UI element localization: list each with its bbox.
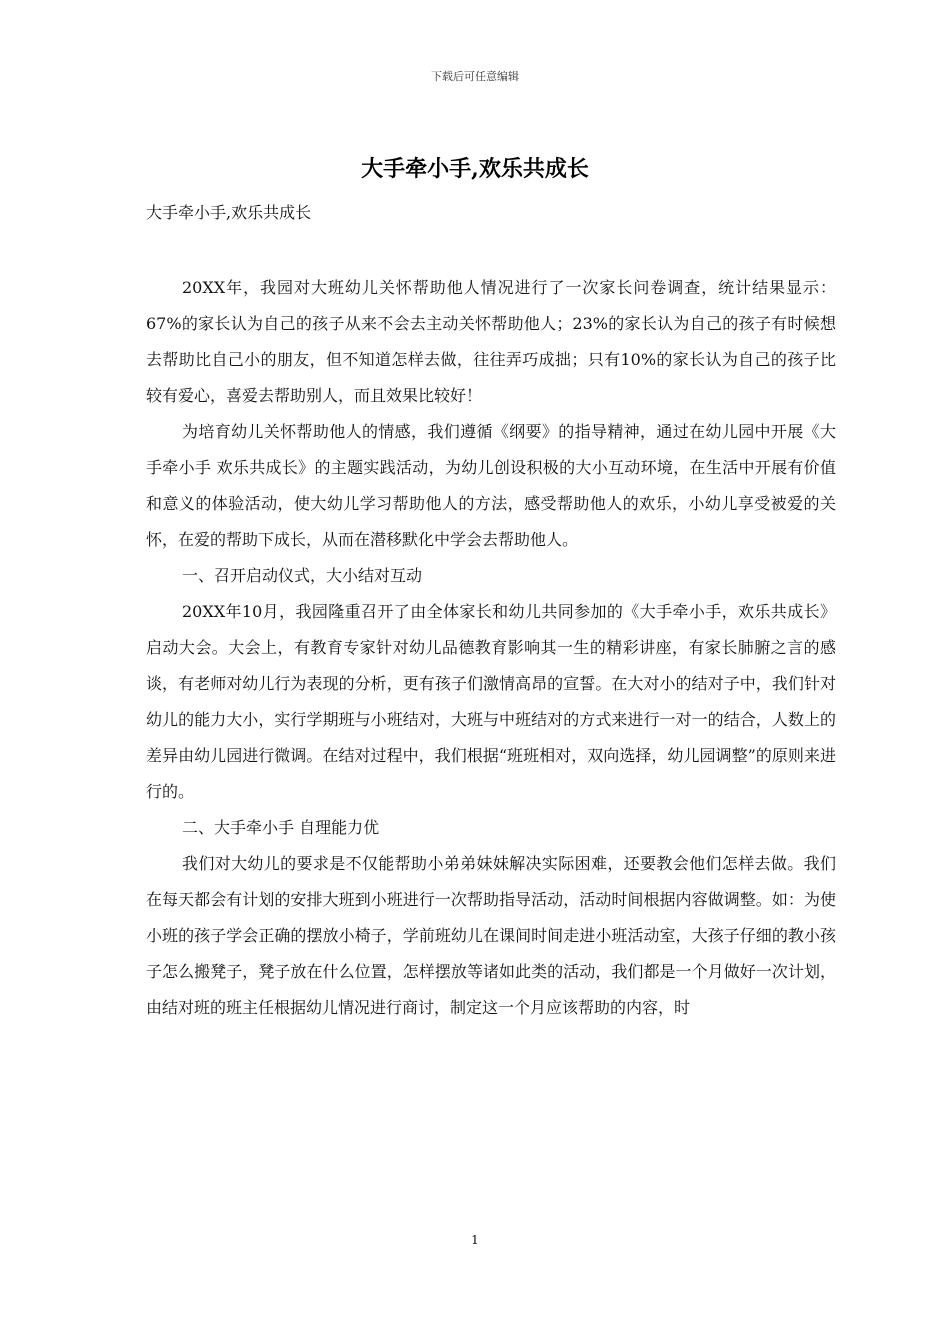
paragraph-survey: 20XX年，我园对大班幼儿关怀帮助他人情况进行了一次家长问卷调查，统计结果显示：67%的家长认为自己的孩子从来不会去主动关怀帮助他人；23%的家长认为自己的孩子有时候想去帮助比自己小的朋友，但不知道怎样去做，往往弄巧成拙；只有10%的家长认为自己的孩子比较有爱心，喜爱去帮助别人，而且效果比较好！ [146, 278, 836, 405]
document-subtitle: 大手牵小手,欢乐共成长 [146, 203, 312, 222]
page-number: 1 [471, 1233, 479, 1247]
paragraph-launch: 20XX年10月，我园隆重召开了由全体家长和幼儿共同参加的《大手牵小手，欢乐共成长》启动大会。大会上，有教育专家针对幼儿品德教育影响其一生的精彩讲座，有家长肺腑之言的感谈，有老师对幼儿行为表现的分析，更有孩子们激情高昂的宣誓。在大对小的结对子中，我们针对幼儿的能力大小，实行学期班与小班结对，大班与中班结对的方式来进行一对一的结合，人数上的差异由幼儿园进行微调。在结对过程中，我们根据“班班相对，双向选择，幼儿园调整”的原则来进行的。 [146, 602, 836, 801]
paragraph-self-care: 我们对大幼儿的要求是不仅能帮助小弟弟妹妹解决实际困难，还要教会他们怎样去做。我们在每天都会有计划的安排大班到小班进行一次帮助指导活动，活动时间根据内容做调整。如：为使小班的孩子学会正确的摆放小椅子，学前班幼儿在课间时间走进小班活动室，大孩子仔细的教小孩子怎么搬凳子，凳子放在什么位置，怎样摆放等诸如此类的活动，我们都是一个月做好一次计划，由结对班的班主任根据幼儿情况进行商讨，制定这一个月应该帮助的内容，时 [146, 854, 836, 1017]
document-title: 大手牵小手,欢乐共成长 [361, 156, 589, 182]
document-body [146, 270, 836, 1026]
section-heading-2: 二、大手牵小手 自理能力优 [182, 818, 380, 837]
header-note: 下载后可任意编辑 [431, 70, 519, 83]
section-heading-1: 一、召开启动仪式，大小结对互动 [182, 566, 423, 585]
paragraph-purpose: 为培育幼儿关怀帮助他人的情感，我们遵循《纲要》的指导精神，通过在幼儿园中开展《大手牵小手 欢乐共成长》的主题实践活动，为幼儿创设积极的大小互动环境，在生活中开展有价值和意义的体验活动，使大幼儿学习帮助他人的方法，感受帮助他人的欢乐，小幼儿享受被爱的关怀，在爱的帮助下成长，从而在潜移默化中学会去帮助他人。 [146, 422, 836, 549]
